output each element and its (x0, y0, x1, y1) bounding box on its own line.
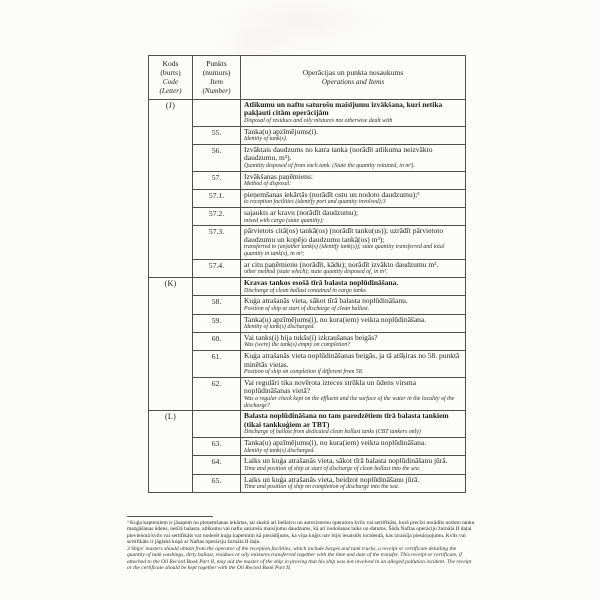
operation-text-lv: Balasta noplūdināšana no tam paredzētiem tīrā balasta tankiem (tikai tankkuģiem ar TBT) (244, 411, 449, 429)
table-row (149, 438, 466, 456)
table-row (149, 126, 466, 144)
header-code-lv1: Kods (162, 59, 179, 68)
operation-text-en: Position of ship at start of discharge of clean ballast. (244, 305, 370, 312)
table-row (149, 208, 466, 226)
header-item-en1: Item (210, 77, 223, 86)
header-cell-code (149, 56, 193, 100)
code-letter-cell: (L) (149, 411, 193, 492)
table-row (149, 189, 466, 207)
operation-cell (241, 314, 466, 332)
item-number-cell: 57.1. (193, 189, 241, 207)
operation-text-en: Discharge of ballast from dedicated clean ballast tanks (CBT tankers only) (244, 429, 421, 436)
operation-text-en: Time and position of ship on completion of discharge into the sea. (244, 484, 400, 491)
table-row (149, 332, 466, 350)
operation-cell (241, 411, 466, 438)
operation-text-lv: pārvietots citā(os) tankā(os) (norādīt tanku(us)); uzrādīt pārvietoto daudzumu un kopējo daudzumu tankā(os) m³); (244, 226, 444, 244)
operation-cell (241, 296, 466, 314)
header-operations-en: Operations and Items (321, 77, 385, 86)
operation-text-lv: Kuģa atrašanās vieta, sākot tīrā balasta noplūdināšanu. (244, 296, 408, 306)
operation-text-lv: Laiks un kuģa atrašanās vieta, sākot tīrā balasta noplūdināšanu jūrā. (244, 456, 448, 466)
footnote-separator-rule (127, 516, 213, 517)
footnotes-section (127, 516, 475, 572)
footnote-text-en: 3 Ships' masters should obtain from the operator of the reception facilities, which include barges and tank trucks, a receipt or certificate detailing the quantity of tank washings, dirty ballast, residues or oily mixtures transferred together with the time and date of the transfer. This receipt or certificate, if attached to the Oil Record Book Part II, may aid the master of the ship in proving that his ship was not involved in an alleged pollution incident. The receipt or the certificate should be kept together with the Oil Record Book Part II. (127, 545, 472, 572)
operation-text-en: Was a regular check kept on the effluent and the surface of the water in the locality of the discharge? (244, 395, 455, 409)
item-number-cell: 55. (193, 126, 241, 144)
operation-cell (241, 189, 466, 207)
header-item-en2: (Number) (202, 86, 231, 95)
table-row (149, 314, 466, 332)
operation-text-en: Was (were) the tank(s) empty on completion? (244, 342, 351, 349)
operation-text-lv: sajaukts ar kravu (norādīt daudzumu); (244, 208, 359, 218)
operation-text-lv: Atlikumu un naftu saturošu maisījumu izvākšana, kuri netika pakļauti citām operācijām (244, 99, 443, 118)
item-number-cell: 56. (193, 144, 241, 171)
operation-cell (241, 456, 466, 474)
operation-text-en: transferred to (an)other tank(s) (identify tank(s)); state quantity transferred and total quantity in tank(s), in m³; (244, 244, 445, 258)
operation-cell (241, 377, 466, 411)
header-operations-lv: Operācijas un punkta nosaukums (302, 68, 404, 78)
item-number-cell: 60. (193, 332, 241, 350)
operation-cell (241, 208, 466, 226)
operation-cell (241, 171, 466, 189)
operation-text-en: Quantity disposed of from each tank. (State the quantity retained, in m³). (244, 162, 415, 169)
operation-text-en: Identity of tank(s) discharged. (244, 447, 315, 454)
operation-text-lv: pieņemšanas iekārtās (norādīt ostu un nodoto daudzumu);³ (244, 189, 420, 199)
operation-text-en: Discharge of clean ballast contained in cargo tanks (244, 287, 366, 294)
operations-table-body (149, 99, 466, 492)
section-header-row (149, 411, 466, 438)
operation-text-en: Identity of tank(s). (244, 136, 288, 143)
header-item-lv2: (numurs) (202, 68, 231, 78)
operation-text-lv: Izvākšanas paņēmiens: (244, 171, 313, 181)
item-number-cell: 57.2. (193, 208, 241, 226)
operation-cell (241, 332, 466, 350)
operation-cell (241, 99, 466, 126)
item-number-cell: 62. (193, 377, 241, 411)
operation-cell (241, 351, 466, 378)
operation-text-lv: Tanka(u) apzīmējums(i), no kura(iem) veikta noplūdināšana. (244, 314, 427, 324)
header-code-en2: (Letter) (159, 86, 182, 95)
item-number-cell (193, 278, 241, 296)
operation-text-en: to reception facilities (identify port and quantity involved);3 (244, 199, 386, 206)
operation-text-lv: ar citu paņēmienu (norādīt, kādu); norādīt izvākto daudzumu m³. (244, 259, 439, 269)
operation-text-en: Identity of tank(s) discharged. (244, 324, 315, 331)
table-row (149, 296, 466, 314)
header-item-lv1: Punkts (206, 59, 227, 68)
table-row (149, 474, 466, 492)
code-letter-cell: (J) (149, 99, 193, 277)
code-letter-cell: (K) (149, 278, 193, 411)
item-number-cell: 59. (193, 314, 241, 332)
operation-text-lv: Tanka(u) apzīmējums(i), no kura(iem) veikta noplūdināšana. (244, 438, 427, 448)
operation-cell (241, 278, 466, 296)
operation-text-lv: Vai tanks(i) bija tukšs(i) izkraušanas beigās? (244, 332, 378, 342)
operation-text-en: Position of ship on completion if different from 58. (244, 369, 364, 376)
item-number-cell: 61. (193, 351, 241, 378)
operation-text-lv: Izvāktais daudzums no katra tanka (norādīt atlikuma neizvākto daudzumu, m³). (244, 144, 433, 163)
operation-text-en: Disposal of residues and oily mixtures not otherwise dealt with (244, 117, 393, 124)
header-cell-item (193, 56, 241, 100)
item-number-cell: 58. (193, 296, 241, 314)
item-number-cell: 57.3. (193, 226, 241, 260)
table-row (149, 226, 466, 260)
table-row (149, 144, 466, 171)
table-row (149, 377, 466, 411)
operation-text-lv: Laiks un kuģa atrašanās vieta, beidzot noplūdināšanu jūrā. (244, 474, 420, 484)
operation-cell (241, 438, 466, 456)
header-code-lv2: (burts) (160, 68, 181, 78)
footnote-text-lv: ³ Kuģa kapteiņiem ir jāsaņem no pieņemšanas iekārtas, tai skaitā arī liellaivu un autocisternu operatora kvīts vai sertifikāts, kurā precīzi norādīts nodoto tanku mazgāšanas ūdens, netīrā balasta, atlikumu vai naftu saturošu maisījumu daudzums, kā arī nodošanas laiks un datums. Šāda Naftas operāciju žurnāla II daļai pievienotā kvīts vai sertifikāts var noderēt kuģa kapteinim kā pierādījums, ka viņa kuģis nav bijis iesaistīts incidentā, kas izraisīja piesārņojumu. Kvīts vai sertifikāts ir jāglabā kopā ar Naftas operāciju žurnāla II daļu. (127, 520, 475, 546)
operation-text-en: Time and position of ship at start of discharge of clean ballast into the sea. (244, 465, 421, 472)
section-header-row (149, 278, 466, 296)
operation-text-lv: Kuģa atrašanās vieta noplūdināšanas beigās, ja tā atšķiras no 58. punktā minētās vietas. (244, 351, 460, 369)
operation-cell (241, 226, 466, 260)
operation-text-en: other method (state which); state quantity disposed of, in m³. (244, 269, 388, 276)
section-header-row (149, 99, 466, 126)
table-row (149, 351, 466, 378)
operation-cell (241, 126, 466, 144)
operations-table (148, 55, 466, 493)
item-number-cell (193, 99, 241, 126)
table-header-row (149, 56, 466, 100)
operation-cell (241, 474, 466, 492)
operation-text-lv: Vai regulāri tika novērota izteces strūkla un ūdens virsma noplūdināšanas vietā? (244, 377, 417, 396)
item-number-cell: 65. (193, 474, 241, 492)
item-number-cell: 57. (193, 171, 241, 189)
operation-text-en: Method of disposal: (244, 181, 292, 188)
item-number-cell: 63. (193, 438, 241, 456)
table-row (149, 259, 466, 277)
item-number-cell (193, 411, 241, 438)
operation-text-en: mixed with cargo (state quantity); (244, 217, 324, 224)
operation-cell (241, 144, 466, 171)
header-cell-operations (241, 56, 466, 100)
table-row (149, 456, 466, 474)
table-row (149, 171, 466, 189)
item-number-cell: 57.4. (193, 259, 241, 277)
operation-text-lv: Kravas tankos esošā tīrā balasta noplūdināšana. (244, 278, 399, 288)
item-number-cell: 64. (193, 456, 241, 474)
operation-text-lv: Tanka(u) apzīmējums(i). (244, 126, 319, 136)
operation-cell (241, 259, 466, 277)
header-code-en1: Code (162, 77, 179, 86)
operations-table-head (149, 56, 466, 100)
